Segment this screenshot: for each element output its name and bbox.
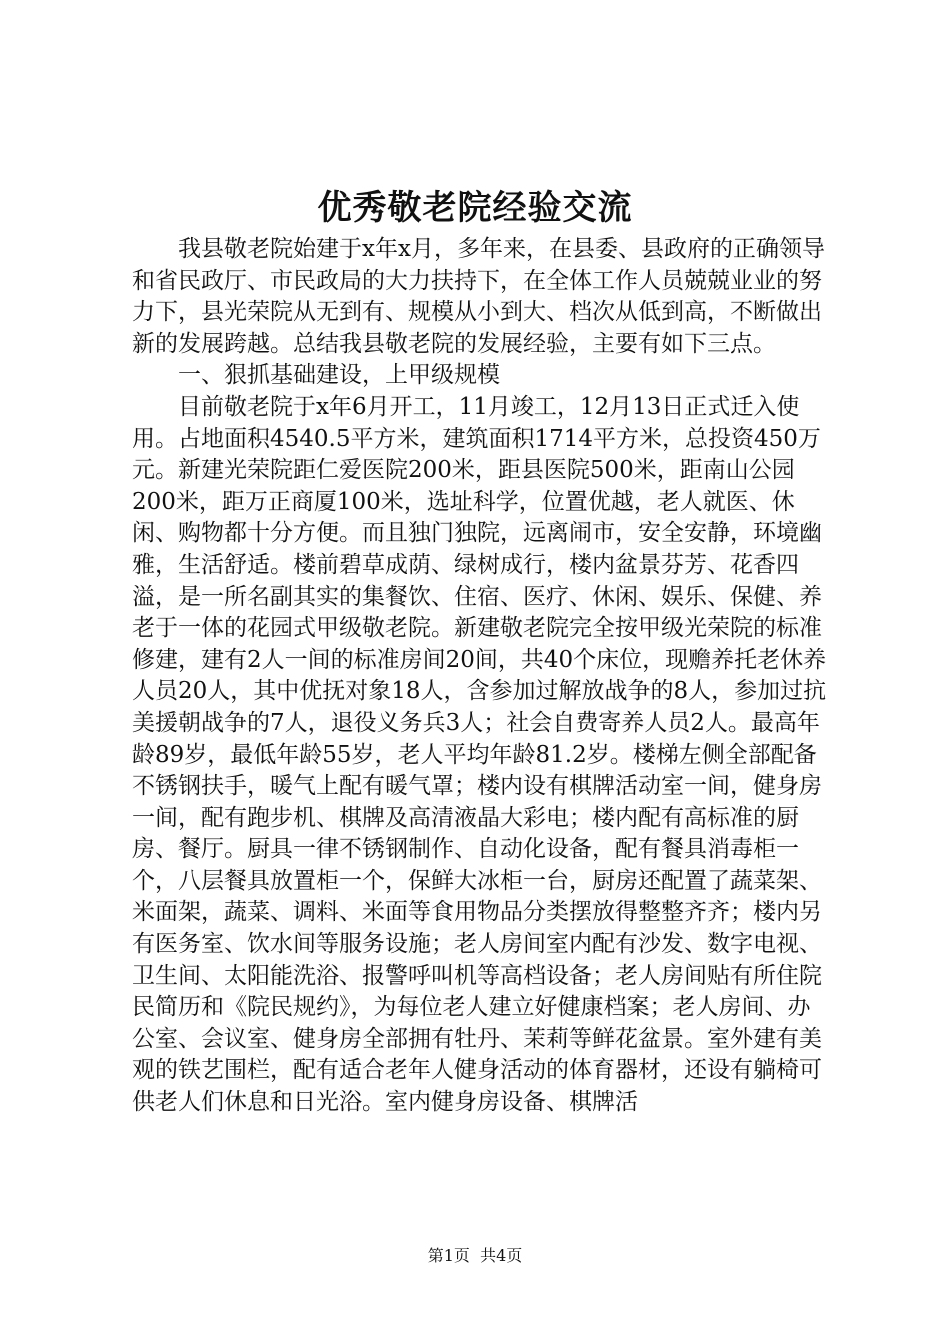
section-heading-1: 一、狠抓基础建设，上甲级规模	[178, 362, 500, 389]
document-body	[132, 234, 832, 1119]
document-title: 优秀敬老院经验交流	[317, 188, 633, 228]
page-footer	[0, 1244, 950, 1268]
page-number-label: 第1页 共4页	[427, 1246, 523, 1265]
paragraph-intro: 我县敬老院始建于x年x月，多年来，在县委、县政府的正确领导和省民政厅、市民政局的大力扶持下，在全体工作人员兢兢业业的努力下，县光荣院从无到有、规模从小到大、档次从低到高，不断做出新的发展跨越。总结我县敬老院的发展经验，主要有如下三点。	[132, 236, 825, 357]
paragraph-section-1: 目前敬老院于x年6月开工，11月竣工，12月13日正式迁入使用。占地面积4540.5平方米，建筑面积1714平方米，总投资450万元。新建光荣院距仁爱医院200米，距县医院500米，距南山公园200米，距万正商厦100米，选址科学，位置优越，老人就医、休闲、购物都十分方便。而且独门独院，远离闹市，安全安静，环境幽雅，生活舒适。楼前碧草成荫、绿树成行，楼内盆景芬芳、花香四溢，是一所名副其实的集餐饮、住宿、医疗、休闲、娱乐、保健、养老于一体的花园式甲级敬老院。新建敬老院完全按甲级光荣院的标准修建，建有2人一间的标准房间20间，共40个床位，现赡养托老休养人员20人，其中优抚对象18人，含参加过解放战争的8人，参加过抗美援朝战争的7人，退役义务兵3人；社会自费寄养人员2人。最高年龄89岁，最低年龄55岁，老人平均年龄81.2岁。楼梯左侧全部配备不锈钢扶手，暖气上配有暖气罩；楼内设有棋牌活动室一间，健身房一间，配有跑步机、棋牌及高清液晶大彩电；楼内配有高标准的厨房、餐厅。厨具一律不锈钢制作、自动化设备，配有餐具消毒柜一个，八层餐具放置柜一个，保鲜大冰柜一台，厨房还配置了蔬菜架、米面架，蔬菜、调料、米面等食用物品分类摆放得整整齐齐；楼内另有医务室、饮水间等服务设施；老人房间室内配有沙发、数字电视、卫生间、太阳能洗浴、报警呼叫机等高档设备；老人房间贴有所住院民简历和《院民规约》，为每位老人建立好健康档案；老人房间、办公室、会议室、健身房全部拥有牡丹、茉莉等鲜花盆景。室外建有美观的铁艺围栏，配有适合老年人健身活动的体育器材，还设有躺椅可供老人们休息和日光浴。室内健身房设备、棋牌活	[132, 393, 827, 1116]
